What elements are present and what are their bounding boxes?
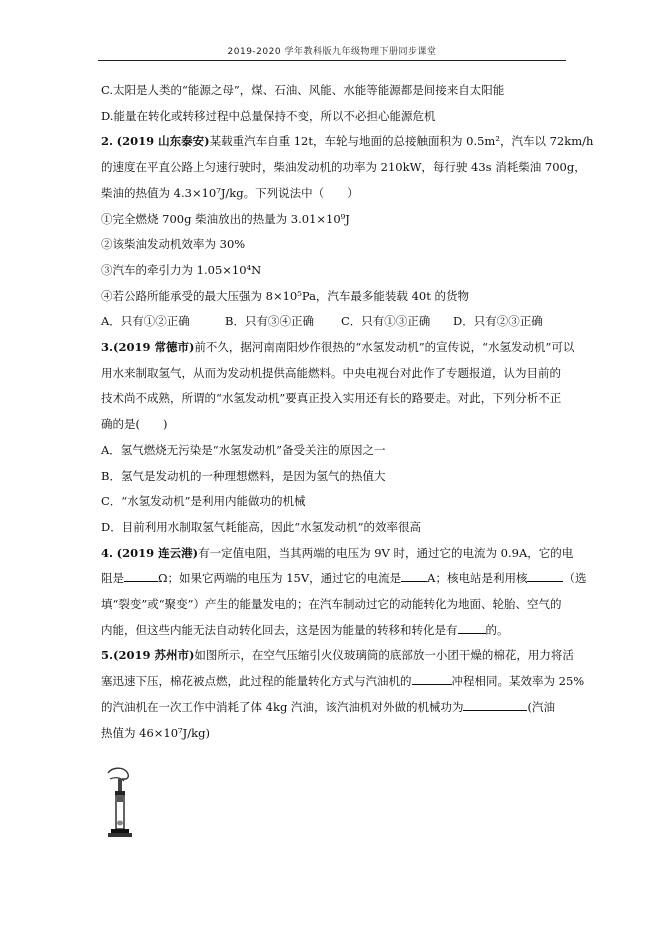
option-a: A．只有①②正确 (101, 314, 190, 329)
question-text: 有一定值电阻，当其两端的电压为 9V 时，通过它的电流为 0.9A，它的电 (198, 545, 574, 560)
text-segment: 塞迅速下压，棉花被点燃，此过程的能量转化方式与汽油机的 (101, 674, 412, 689)
text-segment: (汽油 (527, 699, 555, 714)
question-4-line-4 (101, 618, 563, 644)
text-segment: 阻是 (101, 571, 124, 586)
question-2-line-3: 柴油的热值为 4.3×10⁷J/kg。下列说法中（ ） (101, 185, 359, 200)
option-a: A．氢气燃烧无污染是“水氢发动机”备受关注的原因之一 (101, 442, 386, 457)
answer-blank[interactable] (412, 672, 452, 685)
text-segment: 内能，但这些内能无法自动转化回去，这是因为能量的转移和转化是有 (101, 622, 458, 637)
question-number: 5. (101, 648, 114, 663)
option-b: B．只有③④正确 (225, 314, 314, 329)
question-5-line-2 (101, 669, 585, 695)
option-d: D．目前利用水制取氢气耗能高，因此“水氢发动机”的效率很高 (101, 519, 421, 534)
question-5-line-3 (101, 695, 563, 721)
prev-option-d: D.能量在转化或转移过程中总量保持不变，所以不必担心能源危机 (101, 108, 436, 123)
page-header: 2019-2020 学年教科版九年级物理下册同步课堂 (227, 47, 437, 57)
question-source: (2019 山东泰安) (116, 134, 210, 149)
document-body (101, 78, 594, 746)
option-c: C．只有①③正确 (341, 314, 431, 329)
text-segment: 的汽油机在一次工作中消耗了体 4kg 汽油，该汽油机对外做的机械功为 (101, 699, 464, 714)
air-compression-igniter-figure (100, 765, 140, 845)
question-5-line-1 (101, 643, 574, 669)
question-source: (2019 苏州市) (113, 648, 195, 663)
statement-2: ②该柴油发动机效率为 30% (101, 237, 246, 252)
statement-4: ④若公路所能承受的最大压强为 8×10⁵Pa，汽车最多能装载 40t 的货物 (101, 288, 469, 303)
question-text: 前不久，据河南南阳炒作很热的“水氢发动机”的宣传说，“水氢发动机”可以 (194, 340, 575, 355)
answer-blank[interactable] (463, 698, 527, 711)
statement-1: ①完全燃烧 700g 柴油放出的热量为 3.01×10⁹J (101, 211, 350, 226)
text-segment: 冲程相同。某效率为 25% (451, 674, 585, 689)
answer-blank[interactable] (401, 569, 427, 582)
answer-blank[interactable] (527, 569, 563, 582)
header-divider (98, 60, 566, 61)
question-5-line-4: 热值为 46×10⁷J/kg) (101, 725, 210, 740)
answer-blank[interactable] (458, 621, 486, 634)
statement-3: ③汽车的牵引力为 1.05×10⁴N (101, 262, 262, 277)
option-c: C．“水氢发动机”是利用内能做功的机械 (101, 494, 306, 509)
answer-blank[interactable] (124, 569, 158, 582)
question-3-line-3: 技术尚不成熟，所谓的“水氢发动机”要真正投入实用还有长的路要走。对此，下列分析不正 (101, 391, 562, 406)
question-text: 某载重汽车自重 12t，车轮与地面的总接触面积为 0.5m²，汽车以 72km/h (209, 134, 594, 149)
question-3-line-2: 用水来制取氢气，从而为发动机提供高能燃料。中央电视台对此作了专题报道，认为目前的 (101, 365, 561, 380)
question-source: (2019 连云港) (116, 545, 199, 560)
question-3-line-1 (101, 335, 575, 361)
question-source: (2019 常德市) (113, 340, 195, 355)
question-2-options (101, 309, 563, 335)
question-2-line-1 (101, 129, 594, 155)
option-d: D．只有②③正确 (453, 314, 543, 329)
prev-option-c: C.太阳是人类的“能源之母”，煤、石油、风能、水能等能源都是间接来自太阳能 (101, 83, 505, 97)
question-number: 4. (101, 545, 114, 560)
question-text: 如图所示，在空气压缩引火仪玻璃筒的底部放一小团干燥的棉花，用力将活 (194, 648, 574, 663)
text-segment: A；核电站是利用核 (427, 571, 528, 586)
text-segment: 的。 (485, 622, 509, 637)
text-segment: Ω；如果它两端的电压为 15V，通过它的电流是 (158, 571, 402, 586)
question-4-line-2 (101, 566, 587, 592)
question-2-line-2: 的速度在平直公路上匀速行驶时，柴油发动机的功率为 210kW，每行驶 43s 消耗柴油 700g， (101, 160, 586, 175)
question-number: 2. (101, 134, 114, 149)
text-segment: （选 (563, 571, 587, 586)
option-b: B．氢气是发动机的一种理想燃料，是因为氢气的热值大 (101, 468, 386, 483)
question-4-line-3: 填“裂变”或“聚变”）产生的能量发电的；在汽车制动过它的动能转化为地面、轮胎、空气的 (101, 597, 562, 612)
question-number: 3. (101, 340, 114, 355)
question-3-line-4: 确的是( ) (101, 417, 168, 432)
question-4-line-1 (101, 541, 574, 567)
